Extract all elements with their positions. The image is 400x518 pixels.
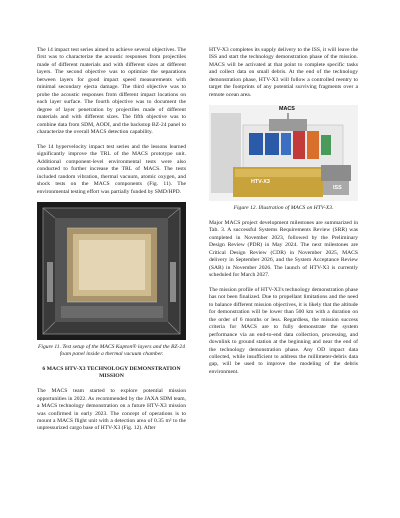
figure-11-photo bbox=[37, 202, 186, 340]
paragraph: The 14 hypervelocity impact test series and the lessons learned significantly improve the TRL of the MACS prototype unit. Additional component-level environmental tests were also conducted to further increase the TRL of MACS. The tests included random vibration, thermal vacuum, atomic oxygen, and shock tests on the MACS components (Fig. 11). The environmental testing effort was partially funded by SMD/HPD. bbox=[37, 143, 186, 195]
macs-label: MACS bbox=[279, 106, 295, 113]
iss-label: ISS bbox=[333, 185, 342, 192]
right-column bbox=[209, 47, 358, 376]
paragraph: The MACS team started to explore potential mission opportunities in 2022. As recommended by the JAXA SDM team, a MACS technology demonstration on a future HTV-X3 mission was confirmed in early 2023. The concept of operations is to mount a MACS flight unit with a detection area of 0.35 m² to the unpressurized cargo base of HTV-X3 (Fig. 12). After bbox=[37, 388, 186, 432]
left-column bbox=[37, 47, 186, 433]
figure-12-caption: Figure 12. Illustration of MACS on HTV-X3. bbox=[233, 205, 334, 212]
htv-label: HTV-X3 bbox=[251, 179, 270, 186]
figure-11-caption: Figure 11. Test setup of the MACS Kapton® layers and the BZ-24 foam panel inside a thermal vacuum chamber. bbox=[38, 344, 185, 358]
section-heading: 6 MACS HTV-X3 TECHNOLOGY DEMONSTRATION MISSION bbox=[42, 365, 181, 380]
paragraph: The 14 impact test series aimed to achieve several objectives. The first was to characterize the acoustic responses from projectiles made of different materials and with different sizes at different layers. The second objective was to optimize the separations between layers for good impact speed measurements with minimal secondary ejecta damage. The third objective was to probe the acoustic responses from different impact locations on each layer surface. The fourth objective was to document the degree of layer penetration by projectiles made of different materials and with different sizes. The fifth objective was to combine data from SDM, AODI, and the backstop BZ-24 panel to characterize the overall MACS detection capability. bbox=[37, 47, 186, 135]
figure-12-illustration bbox=[209, 105, 358, 201]
paragraph: HTV-X3 completes its supply delivery to the ISS, it will leave the ISS and start the technology demonstration phase of the mission. MACS will be activated at that point to complete specific tasks and collect data on small debris. At the end of the technology demonstration phase, HTV-X3 will follow a controlled reentry to target the footprints of any potential surviving fragments over a remote ocean area. bbox=[209, 47, 358, 98]
paragraph: The mission profile of HTV-X3's technology demonstration phase has not been finalized. Due to propellant limitations and the need to balance different mission objectives, it is likely that the altitude for demonstration will be lower than 500 km with a duration on the order of 6 months or less. Regardless, the mission success criteria for MACS are to fully demonstrate the system performance via an end-to-end data collection, processing, and downlink to ground station at the beginning and near the end of the technology demonstration phase. Any OD impact data collected, while insufficient to address the millimeter-debris data gap, will be used to improve the modeling of the debris environment. bbox=[209, 286, 358, 375]
paragraph: Major MACS project development milestones are summarized in Tab. 3. A successful Systems Requirements Review (SRR) was completed in November 2023, followed by the Preliminary Design Review (PDR) in May 2024. The next milestones are Critical Design Review (CDR) in November 2025, MACS delivery in September 2026, and the System Acceptance Review (SAR) in November 2026. The launch of HTV-X3 is currently scheduled for March 2027. bbox=[209, 219, 358, 278]
